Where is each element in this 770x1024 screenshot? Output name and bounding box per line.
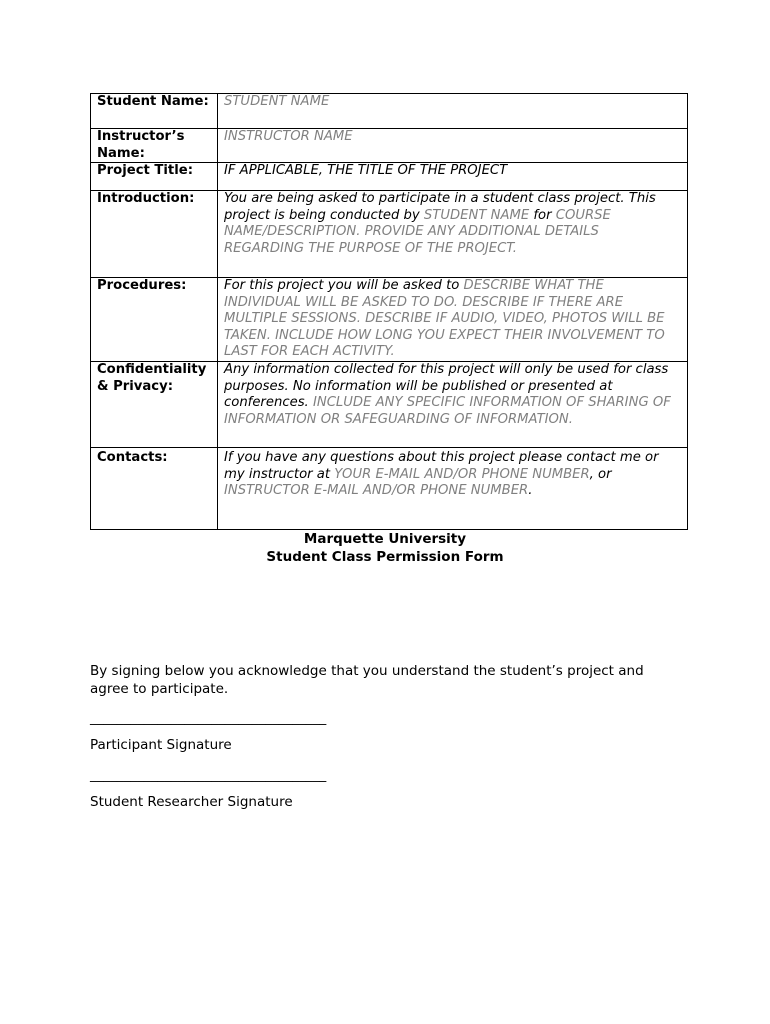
introduction-text <box>218 191 688 278</box>
confidentiality-text <box>218 362 688 448</box>
instructor-name-value: INSTRUCTOR NAME <box>218 129 688 163</box>
contacts-part1: If you have any questions about this project please contact me or my instructor at <box>224 450 659 482</box>
introduction-part1: You are being asked to participate in a student class project. This project is being conducted by <box>224 191 656 223</box>
participant-signature-line: ___________________________________ <box>90 710 327 726</box>
procedures-placeholder: DESCRIBE WHAT THE INDIVIDUAL WILL BE ASKED TO DO. DESCRIBE IF THERE ARE MULTIPLE SESSIONS. DESCRIBE IF AUDIO, VIDEO, PHOTOS WILL BE TAKEN. INCLUDE HOW LONG YOU EXPECT THEIR INVOLVEMENT TO LAST FOR EACH ACTIVITY. <box>224 278 665 359</box>
project-title-value: IF APPLICABLE, THE TITLE OF THE PROJECT <box>218 163 688 191</box>
instructor-name-row <box>91 129 688 163</box>
procedures-part1: For this project you will be asked to <box>224 278 464 293</box>
acknowledgement-text: By signing below you acknowledge that you understand the student’s project and agree to participate. <box>90 663 644 697</box>
introduction-label: Introduction: <box>91 191 218 278</box>
introduction-row <box>91 191 688 278</box>
student-name-row <box>91 94 688 129</box>
procedures-label: Procedures: <box>91 278 218 362</box>
confidentiality-placeholder: INCLUDE ANY SPECIFIC INFORMATION OF SHARING OF INFORMATION OR SAFEGUARDING OF INFORMATION. <box>224 395 671 427</box>
researcher-signature-label: Student Researcher Signature <box>90 794 293 810</box>
contacts-row <box>91 448 688 530</box>
introduction-course: COURSE NAME/DESCRIPTION. PROVIDE ANY ADDITIONAL DETAILS REGARDING THE PURPOSE OF THE PROJECT. <box>224 207 611 256</box>
project-title-row <box>91 163 688 191</box>
student-name-value: STUDENT NAME <box>218 94 688 129</box>
contacts-instructor-contact: INSTRUCTOR E-MAIL AND/OR PHONE NUMBER <box>224 483 529 498</box>
form-title: Student Class Permission Form <box>266 549 504 565</box>
contacts-your-contact: YOUR E-MAIL AND/OR PHONE NUMBER <box>334 466 590 482</box>
introduction-student-name: STUDENT NAME <box>423 207 530 223</box>
procedures-row <box>91 278 688 362</box>
instructor-name-label: Instructor’s Name: <box>91 129 218 163</box>
introduction-part2: for <box>529 207 556 223</box>
contacts-text <box>218 448 688 530</box>
contacts-part2: , or <box>589 466 612 482</box>
confidentiality-part1: Any information collected for this project will only be used for class purposes. No information will be published or presented at conferences. <box>224 362 669 410</box>
contacts-part3: . <box>528 483 533 498</box>
confidentiality-label: Confidentiality & Privacy: <box>91 362 218 448</box>
confidentiality-row <box>91 362 688 448</box>
student-name-label: Student Name: <box>91 94 218 129</box>
contacts-label: Contacts: <box>91 448 218 530</box>
project-info-table <box>90 93 688 530</box>
procedures-text <box>218 278 688 362</box>
university-name: Marquette University <box>303 531 467 547</box>
researcher-signature-line: ___________________________________ <box>90 767 327 783</box>
project-title-label: Project Title: <box>91 163 218 191</box>
participant-signature-label: Participant Signature <box>90 737 232 753</box>
